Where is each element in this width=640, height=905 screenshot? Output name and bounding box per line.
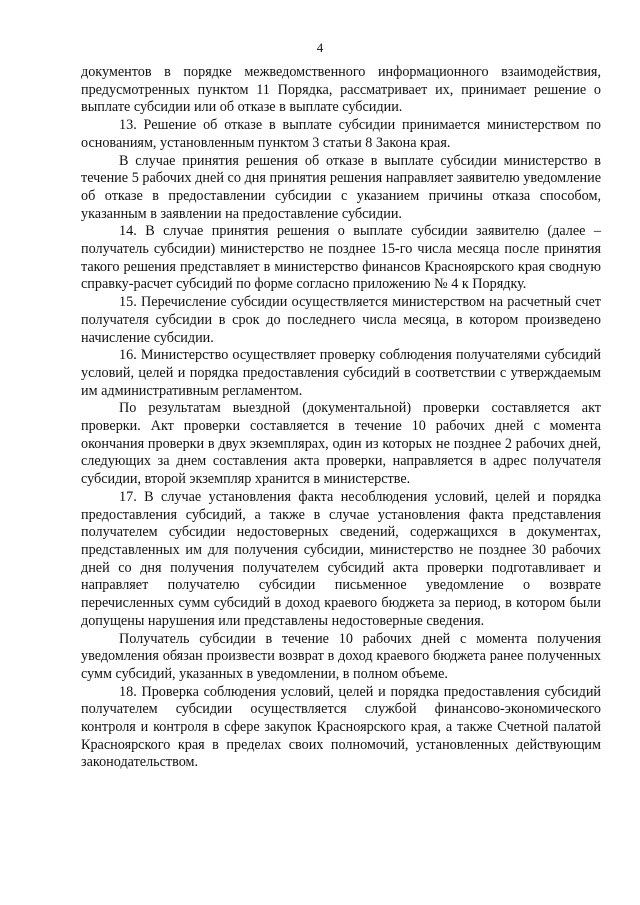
- paragraph-14: 14. В случае принятия решения о выплате субсидии заявителю (далее – получатель субсидии) министерство не позднее 15-го числа месяца после принятия такого решения представляет в министерство финансов Красноярского края сводную справку-расчет субсидий по форме согласно приложению № 4 к Порядку.: [81, 223, 601, 293]
- paragraph-18: 18. Проверка соблюдения условий, целей и порядка предоставления субсидий получателем субсидии осуществляется службой финансово-экономического контроля и контроля в сфере закупок Красноярского края, а также Счетной палатой Красноярского края в пределах своих полномочий, установленных действующим законодательством.: [81, 683, 601, 771]
- paragraph-continuation: документов в порядке межведомственного информационного взаимодействия, предусмотренных пунктом 11 Порядка, рассматривает их, принимает решение о выплате субсидии или об отказе в выплате субсидии.: [81, 64, 601, 116]
- document-body: [81, 64, 601, 772]
- page-number: 4: [316, 40, 324, 55]
- paragraph-15: 15. Перечисление субсидии осуществляется министерством на расчетный счет получателя субсидии в срок до последнего числа месяца, в котором произведено начисление субсидии.: [81, 294, 601, 346]
- paragraph-16-inspection-act: По результатам выездной (документальной) проверки составляется акт проверки. Акт проверки составляется в течение 10 рабочих дней с момента окончания проверки в двух экземплярах, один из которых не позднее 2 рабочих дней, следующих за днем составления акта проверки, направляется в адрес получателя субсидии, второй экземпляр хранится в министерстве.: [81, 400, 601, 488]
- paragraph-17-repayment: Получатель субсидии в течение 10 рабочих дней с момента получения уведомления обязан произвести возврат в доход краевого бюджета ранее полученных сумм субсидий, указанных в уведомлении, в полном объеме.: [81, 630, 601, 682]
- paragraph-17: 17. В случае установления факта несоблюдения условий, целей и порядка предоставления субсидий, а также в случае установления факта представления получателем субсидии недостоверных сведений, содержащихся в документах, представленных им для получения субсидии, министерство не позднее 30 рабочих дней со дня получения получателем субсидий акта проверки подготавливает и направляет получателю субсидии письменное уведомление о возврате перечисленных сумм субсидий в доход краевого бюджета за период, в котором были допущены нарушения или представлены недостоверные сведения.: [81, 488, 601, 629]
- paragraph-13: 13. Решение об отказе в выплате субсидии принимается министерством по основаниям, установленным пунктом 3 статьи 8 Закона края.: [81, 117, 601, 151]
- paragraph-16: 16. Министерство осуществляет проверку соблюдения получателями субсидий условий, целей и порядка предоставления субсидий в соответствии с утверждаемым им административным регламентом.: [81, 347, 601, 399]
- paragraph-13-refusal-notice: В случае принятия решения об отказе в выплате субсидии министерство в течение 5 рабочих дней со дня принятия решения направляет заявителю уведомление об отказе в предоставлении субсидии с указанием причины отказа способом, указанным в заявлении на предоставление субсидии.: [81, 152, 601, 222]
